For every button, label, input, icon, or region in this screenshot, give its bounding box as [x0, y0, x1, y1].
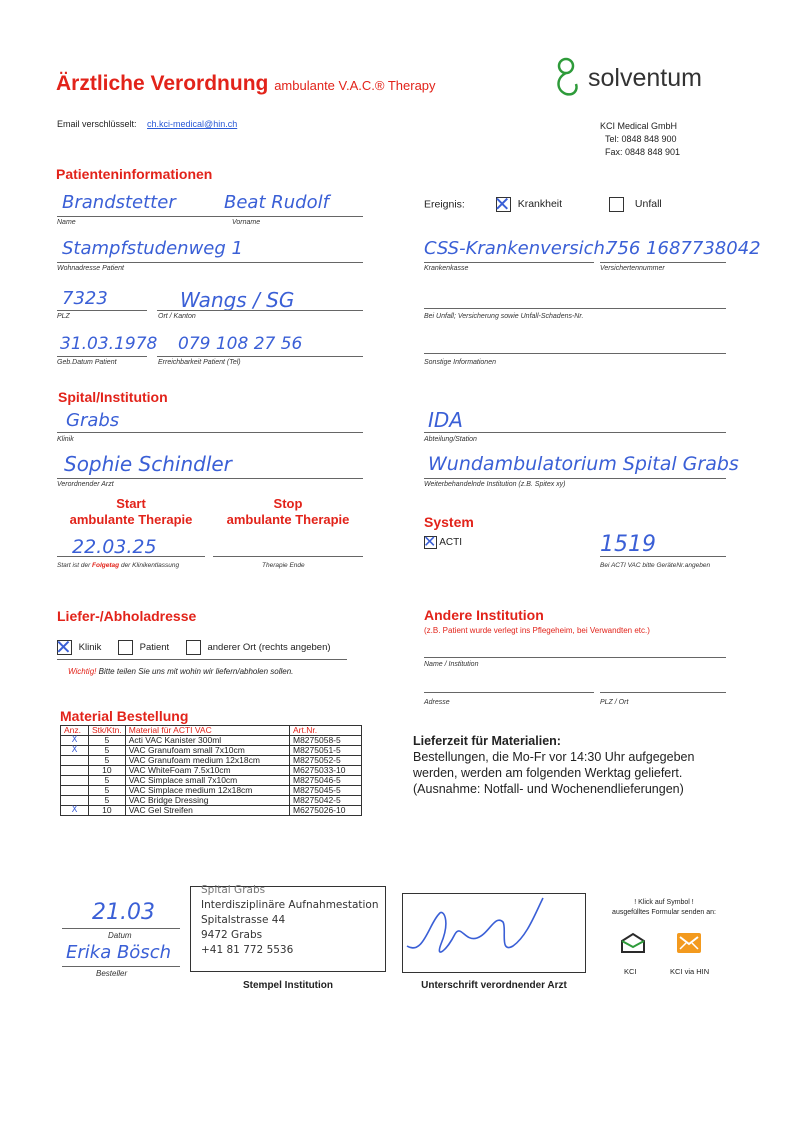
cell-stk: 5 [89, 796, 126, 806]
lieferzeit-title: Lieferzeit für Materialien: [413, 734, 561, 748]
start-title: Start [116, 496, 146, 511]
start-label-c: der Klinikentlassung [120, 562, 180, 569]
patient-checkbox[interactable] [118, 640, 133, 655]
lieferzeit-block [413, 733, 694, 797]
andere-name-label: Name / Institution [424, 661, 479, 668]
company-block [600, 120, 680, 159]
doctor-signature-icon [403, 894, 587, 974]
ort-label: Ort / Kanton [158, 313, 196, 320]
ort-value[interactable]: Wangs / SG [180, 288, 295, 312]
table-row [61, 756, 362, 766]
send-kci-hin-button[interactable] [676, 932, 702, 954]
delivery-note [68, 667, 293, 676]
klinik-checkbox[interactable] [55, 635, 72, 659]
start-date-value[interactable]: 22.03.25 [72, 536, 157, 558]
table-row [61, 746, 362, 756]
stamp-line2: Interdisziplinäre Aufnahmestation [201, 899, 379, 911]
cell-stk: 5 [89, 746, 126, 756]
email-link[interactable]: ch.kci-medical@hin.ch [147, 119, 238, 129]
cell-artnr: M8275058-5 [290, 736, 362, 746]
besteller-label: Besteller [96, 969, 128, 978]
ereignis-label: Ereignis: [424, 198, 465, 211]
cell-anz[interactable] [61, 786, 89, 796]
stop-date-label: Therapie Ende [262, 562, 305, 569]
device-nr-label: Bei ACTI VAC bitte GeräteNr.angeben [600, 562, 711, 569]
cell-artnr: M8275051-5 [290, 746, 362, 756]
institution-stamp-box [190, 886, 386, 972]
cell-anz[interactable]: X [61, 806, 89, 816]
envelope-hin-icon [676, 932, 702, 954]
plz-value[interactable]: 7323 [62, 288, 108, 309]
spital-section-title: Spital/Institution [58, 389, 168, 405]
cell-stk: 5 [89, 776, 126, 786]
cell-anz[interactable]: X [61, 746, 89, 756]
cell-material: VAC Granufoam small 7x10cm [125, 746, 289, 756]
name-label: Name [57, 219, 76, 226]
kci-label: KCI [624, 967, 637, 976]
col-material: Material für ACTI VAC [125, 726, 289, 736]
send-instruction [598, 898, 730, 918]
table-row [61, 806, 362, 816]
acti-row [423, 532, 463, 551]
kasse-value[interactable]: CSS-Krankenversich. [424, 238, 611, 259]
brand-logo [552, 56, 722, 104]
address-value[interactable]: Stampfstudenweg 1 [62, 238, 243, 259]
andere-plz-label: PLZ / Ort [600, 699, 629, 706]
unfall-label: Unfall [634, 198, 662, 211]
stamp-line1: Spital Grabs [201, 884, 266, 896]
stop-heading [213, 496, 363, 528]
vorname-label: Vorname [232, 219, 261, 226]
title-sub: ambulante V.A.C.® Therapy [274, 78, 436, 93]
plz-label: PLZ [57, 313, 70, 320]
form-title [56, 72, 436, 96]
stamp-label: Stempel Institution [243, 980, 333, 991]
vorname-value[interactable]: Beat Rudolf [224, 192, 329, 213]
signature-label: Unterschrift verordnender Arzt [421, 980, 567, 991]
company-fax: Fax: 0848 848 901 [605, 147, 681, 157]
stamp-text [201, 884, 379, 958]
cell-artnr: M8275046-5 [290, 776, 362, 786]
dob-value[interactable]: 31.03.1978 [60, 334, 158, 354]
versnr-label: Versichertennummer [600, 265, 665, 272]
lieferzeit-line2: werden, werden am folgenden Werktag geliefert. [413, 766, 683, 780]
cell-anz[interactable] [61, 796, 89, 806]
wichtig-label: Wichtig! [68, 667, 97, 676]
sonstige-label: Sonstige Informationen [424, 359, 496, 366]
cell-anz[interactable] [61, 766, 89, 776]
table-row [61, 736, 362, 746]
delivery-note-text: Bitte teilen Sie uns mit wohin wir liefern/abholen sollen. [98, 667, 294, 676]
title-main: Ärztliche Verordnung [56, 72, 269, 95]
klick-line2: ausgefülltes Formular senden an: [612, 909, 716, 916]
company-tel: Tel: 0848 848 900 [605, 134, 677, 144]
klinik-option-label: Klinik [78, 642, 102, 654]
ereignis-row [424, 192, 662, 216]
table-row [61, 776, 362, 786]
abteilung-label: Abteilung/Station [424, 436, 477, 443]
phone-value[interactable]: 079 108 27 56 [178, 334, 303, 354]
cell-stk: 10 [89, 766, 126, 776]
start-sub: ambulante Therapie [69, 512, 193, 527]
cell-material: VAC WhiteFoam 7.5x10cm [125, 766, 289, 776]
device-nr-value[interactable]: 1519 [600, 532, 656, 557]
brand-name: solventum [588, 64, 702, 92]
email-label: Email verschlüsselt: [57, 119, 137, 129]
delivery-options [55, 635, 331, 659]
lieferzeit-line3: (Ausnahme: Notfall- und Wochenendlieferungen) [413, 782, 684, 796]
arzt-label: Verordnender Arzt [57, 481, 114, 488]
weiter-label: Weiterbehandelnde Institution (z.B. Spitex xy) [424, 481, 566, 488]
cell-material: VAC Simplace small 7x10cm [125, 776, 289, 786]
acti-checkbox[interactable] [423, 532, 437, 551]
cell-stk: 5 [89, 786, 126, 796]
cell-material: VAC Gel Streifen [125, 806, 289, 816]
andere-section-title: Andere Institution [424, 607, 544, 623]
col-artnr: Art.Nr. [290, 726, 362, 736]
material-section-title: Material Bestellung [60, 708, 189, 724]
cell-artnr: M6275033-10 [290, 766, 362, 776]
stamp-line5: +41 81 772 5536 [201, 944, 294, 956]
anderer-checkbox[interactable] [186, 640, 201, 655]
cell-artnr: M8275052-5 [290, 756, 362, 766]
material-table [60, 725, 362, 816]
datum-value[interactable]: 21.03 [92, 900, 155, 925]
acti-label: ACTI [439, 537, 463, 549]
table-row [61, 786, 362, 796]
andere-sub: (z.B. Patient wurde verlegt ins Pflegeheim, bei Verwandten etc.) [424, 626, 650, 635]
unfall-checkbox[interactable] [609, 197, 624, 212]
andere-adresse-label: Adresse [424, 699, 450, 706]
col-anz: Anz. [61, 726, 89, 736]
cell-stk: 5 [89, 756, 126, 766]
start-date-label [57, 562, 179, 569]
cell-artnr: M6275026-10 [290, 806, 362, 816]
stop-sub: ambulante Therapie [226, 512, 350, 527]
kci-hin-label: KCI via HIN [670, 967, 710, 976]
klick-line1: ! Klick auf Symbol ! [634, 899, 694, 906]
dob-label: Geb.Datum Patient [57, 359, 117, 366]
solventum-icon [552, 56, 582, 100]
cell-stk: 10 [89, 806, 126, 816]
cell-material: VAC Simplace medium 12x18cm [125, 786, 289, 796]
cell-material: Acti VAC Kanister 300ml [125, 736, 289, 746]
check-mark-icon: ✕ [423, 532, 437, 551]
start-heading [56, 496, 206, 528]
cell-stk: 5 [89, 736, 126, 746]
krankheit-label: Krankheit [517, 198, 563, 211]
stamp-line3: Spitalstrasse 44 [201, 914, 286, 926]
klinik-label: Klinik [57, 436, 74, 443]
stamp-line4: 9472 Grabs [201, 929, 263, 941]
kasse-label: Krankenkasse [424, 265, 469, 272]
material-header-row [61, 726, 362, 736]
envelope-icon [620, 932, 646, 954]
datum-label: Datum [108, 931, 132, 940]
abteilung-value[interactable]: IDA [428, 408, 463, 432]
check-mark-icon: ✕ [55, 635, 72, 659]
name-value[interactable]: Brandstetter [62, 192, 176, 213]
start-label-b: Folgetag [92, 562, 120, 569]
email-line [57, 119, 237, 129]
cell-material: VAC Bridge Dressing [125, 796, 289, 806]
signature-box[interactable] [402, 893, 586, 973]
cell-anz[interactable]: X [61, 736, 89, 746]
cell-material: VAC Granufoam medium 12x18cm [125, 756, 289, 766]
cell-anz[interactable] [61, 776, 89, 786]
stop-title: Stop [273, 496, 303, 511]
table-row [61, 796, 362, 806]
system-section-title: System [424, 514, 474, 530]
table-row [61, 766, 362, 776]
unfall-info-label: Bei Unfall; Versicherung sowie Unfall-Schadens-Nr. [424, 313, 584, 320]
anderer-option-label: anderer Ort (rechts angeben) [207, 642, 331, 654]
delivery-section-title: Liefer-/Abholadresse [57, 608, 197, 624]
cell-artnr: M8275042-5 [290, 796, 362, 806]
krankheit-checkbox[interactable] [493, 192, 511, 216]
cell-artnr: M8275045-5 [290, 786, 362, 796]
cell-anz[interactable] [61, 756, 89, 766]
patient-section-title: Patienteninformationen [56, 166, 213, 182]
weiter-value[interactable]: Wundambulatorium Spital Grabs [428, 453, 739, 475]
company-name: KCI Medical GmbH [600, 121, 678, 131]
send-kci-button[interactable] [620, 932, 646, 954]
versnr-value[interactable]: 756 1687738042 [606, 238, 761, 259]
col-stk: Stk/Ktn. [89, 726, 126, 736]
arzt-value[interactable]: Sophie Schindler [64, 452, 232, 476]
besteller-value[interactable]: Erika Bösch [66, 942, 171, 963]
lieferzeit-line1: Bestellungen, die Mo-Fr vor 14:30 Uhr aufgegeben [413, 750, 695, 764]
phone-label: Erreichbarkeit Patient (Tel) [158, 359, 241, 366]
check-mark-icon: ✕ [493, 192, 511, 216]
patient-option-label: Patient [139, 642, 170, 654]
start-label-a: Start ist der [57, 562, 91, 569]
address-label: Wohnadresse Patient [57, 265, 124, 272]
klinik-value[interactable]: Grabs [66, 410, 120, 431]
